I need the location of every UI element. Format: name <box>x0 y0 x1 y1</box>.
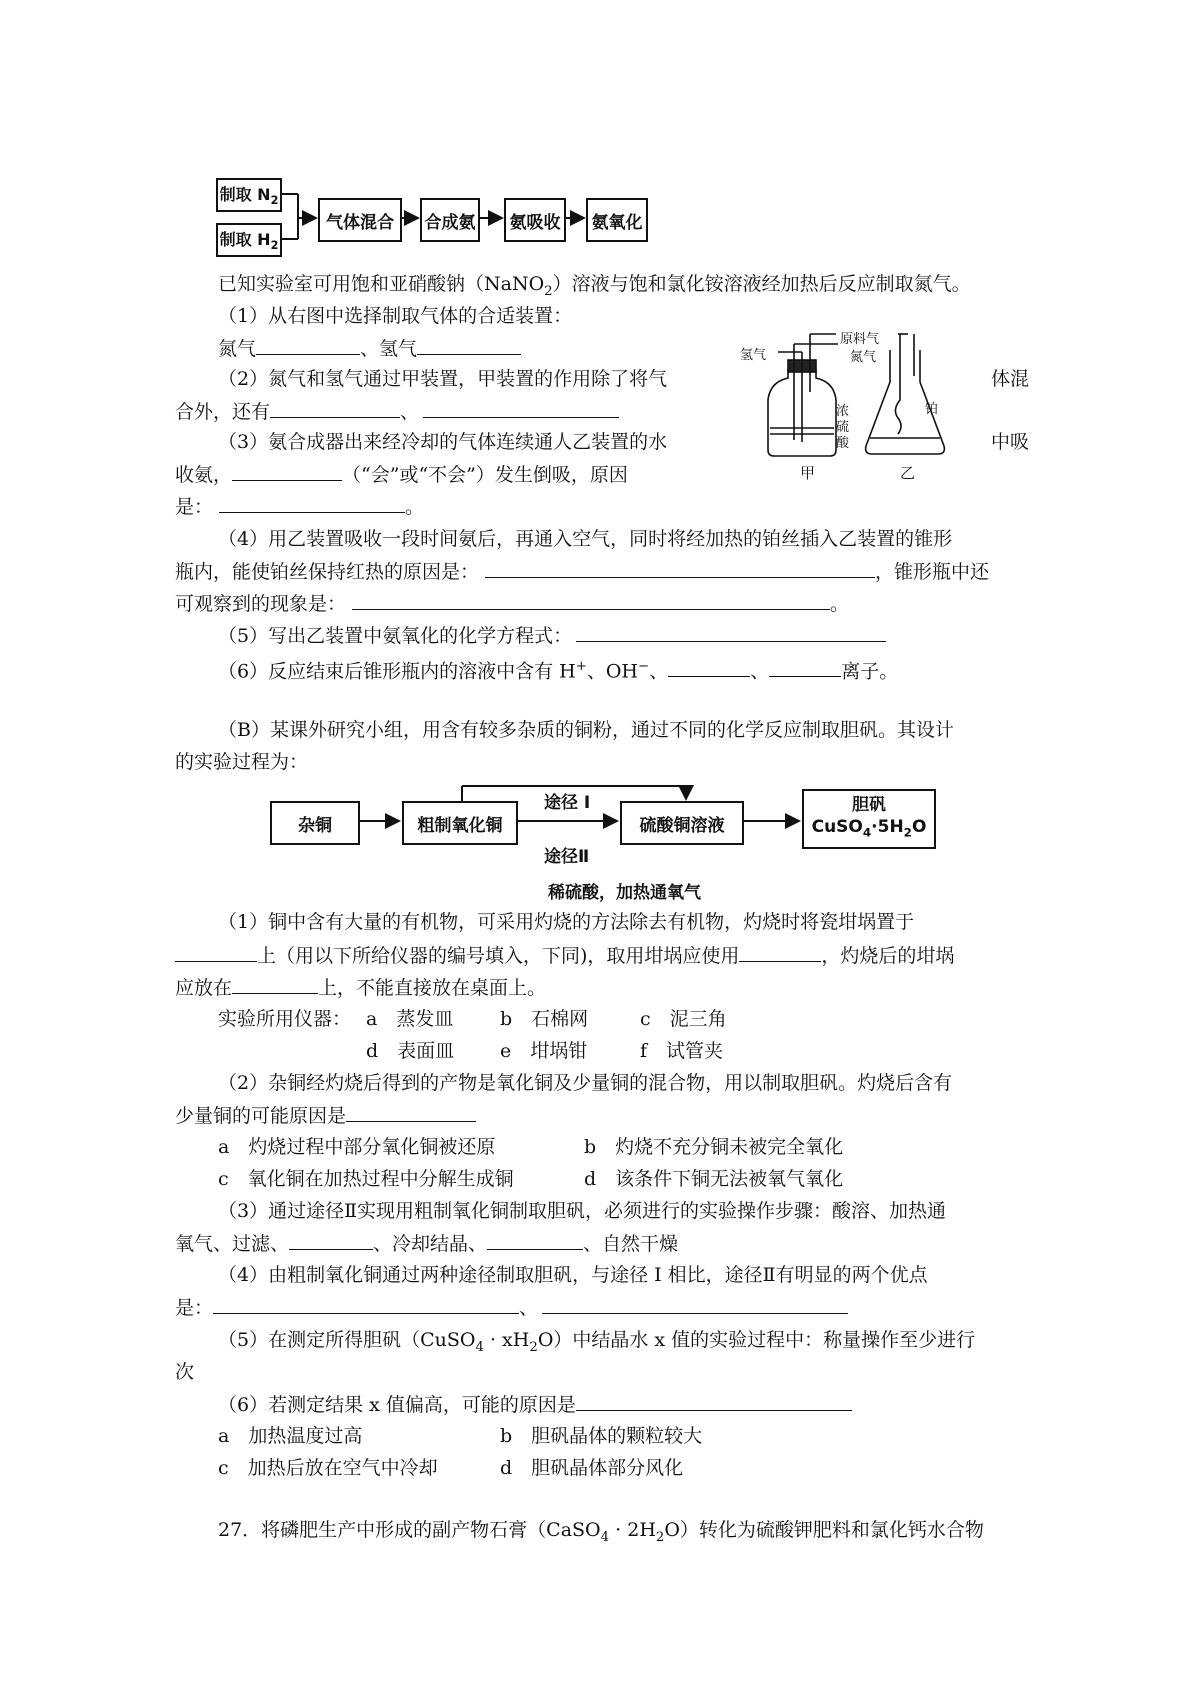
flow-box-ammonia-absorb: 氨吸收 <box>504 198 566 242</box>
route-1-label: 途径 I <box>544 793 591 813</box>
label-conc-acid-1: 浓 <box>836 404 850 419</box>
label-h2: 氢气 <box>740 348 767 363</box>
partB-q2-line1: （2）杂铜经灼烧后得到的产物是氧化铜及少量铜的混合物，用以制取胆矾。灼烧后含有 <box>218 1072 953 1094</box>
partB-q6: （6）若测定结果 x 值偏高，可能的原因是 <box>218 1392 852 1417</box>
answer-blank[interactable] <box>668 658 750 677</box>
partA-q1-answers: 氮气 、氢气 <box>218 336 521 361</box>
partB-q1-line3: 应放在 上，不能直接放在桌面上。 <box>175 977 547 999</box>
flow-box-crude-copper: 杂铜 <box>270 801 360 845</box>
partB-q1-line2: 上（用以下所给仪器的编号填入，下同)，取用坩埚应使用 ，灼烧后的坩埚 <box>175 943 954 968</box>
instrument-row-1: 实验所用仪器： <box>218 1008 352 1030</box>
partB-q3-line1: （3）通过途径Ⅱ实现用粗制氧化铜制取胆矾，必须进行的实验操作步骤：酸溶、加热通 <box>218 1200 947 1222</box>
partA-q4-line1: （4）用乙装置吸收一段时间氨后，再通入空气，同时将经加热的铂丝插入乙装置的锥形 <box>218 528 953 550</box>
partA-q2-right: 体混 <box>991 368 1030 390</box>
instrument-b: b 石棉网 <box>500 1008 589 1030</box>
route-2-label: 途径Ⅱ <box>544 847 590 867</box>
partB-q6-option-b: b 胆矾晶体的颗粒较大 <box>500 1425 703 1447</box>
partB-intro-2: 的实验过程为： <box>175 751 309 773</box>
flow-box-cuso4-solution: 硫酸铜溶液 <box>620 801 744 845</box>
answer-blank[interactable] <box>487 1231 583 1250</box>
answer-blank[interactable] <box>256 336 360 355</box>
partB-q3-line2: 氧气、过滤、 、冷却结晶、 、自然干燥 <box>175 1233 679 1255</box>
answer-blank[interactable] <box>213 1295 519 1314</box>
partA-q5: （5）写出乙装置中氨氧化的化学方程式： <box>218 623 886 648</box>
partB-q2-option-a: a 灼烧过程中部分氧化铜被还原 <box>218 1136 496 1158</box>
answer-blank[interactable] <box>485 559 875 578</box>
partB-intro-1: （B）某课外研究小组，用含有较多杂质的铜粉，通过不同的化学反应制取胆矾。其设计 <box>218 719 954 741</box>
flow-arrows-b <box>0 760 1000 880</box>
instrument-e: e 坩埚钳 <box>500 1040 588 1062</box>
label-n2: 氮气 <box>850 350 877 365</box>
flow-arrows <box>0 0 700 270</box>
instrument-d: d 表面皿 <box>366 1040 455 1062</box>
answer-blank[interactable] <box>417 336 521 355</box>
answer-blank[interactable] <box>232 975 318 994</box>
partA-intro: 已知实验室可用饱和亚硝酸钠（NaNO$_2$）溶液与饱和氯化铵溶液经加热后反应制取氮气。 <box>218 273 971 299</box>
answer-blank[interactable] <box>346 1103 476 1122</box>
partB-q6-option-d: d 胆矾晶体部分风化 <box>500 1457 684 1479</box>
flow-box-make-n2: 制取 $N_2$ <box>216 178 282 212</box>
answer-blank[interactable] <box>576 1392 852 1411</box>
answer-blank[interactable] <box>739 943 821 962</box>
route-caption: 稀硫酸，加热通氧气 <box>548 883 701 903</box>
answer-blank[interactable] <box>576 623 886 642</box>
answer-blank[interactable] <box>769 658 841 677</box>
answer-blank[interactable] <box>270 399 400 418</box>
flow-box-make-h2: 制取 $H_2$ <box>216 223 282 257</box>
answer-blank[interactable] <box>542 1295 848 1314</box>
flow-box-gas-mix: 气体混合 <box>318 198 402 242</box>
question-27: 27．将磷肥生产中形成的副产物石膏（CaSO$_4$ · $2H_2O$）转化为硫酸钾肥料和氯化钙水合物 <box>218 1519 984 1545</box>
answer-blank[interactable] <box>175 943 257 962</box>
instrument-c: c 泥三角 <box>640 1008 727 1030</box>
answer-blank[interactable] <box>423 399 619 418</box>
partB-q4-line1: （4）由粗制氧化铜通过两种途径制取胆矾，与途径 I 相比，途径Ⅱ有明显的两个优点 <box>218 1264 928 1286</box>
answer-blank[interactable] <box>289 1231 373 1250</box>
answer-blank[interactable] <box>352 591 830 610</box>
partA-q3-line2: 收氨， （“会”或“不会”）发生倒吸，原因 <box>175 464 628 486</box>
partB-q6-option-a: a 加热温度过高 <box>218 1425 363 1447</box>
instrument-f: f 试管夹 <box>640 1040 724 1062</box>
partB-q5-line1: （5）在测定所得胆矾（CuSO$_4$ · $xH_2O$）中结晶水 x 值的实验过程中：称量操作至少进行 <box>218 1329 976 1355</box>
flow-box-synthesize-ammonia: 合成氨 <box>420 198 480 242</box>
partB-q5-line2: 次 <box>175 1361 195 1383</box>
answer-blank[interactable] <box>219 494 405 513</box>
label-feed-gas: 原料气 <box>840 332 880 347</box>
partB-q4-line2: 是： 、 <box>175 1295 848 1320</box>
label-platinum: 铂 <box>925 402 939 417</box>
partB-q2-option-b: b 灼烧不充分铜未被完全氧化 <box>584 1136 844 1158</box>
partA-q2-line1: （2）氮气和氢气通过甲装置，甲装置的作用除了将气 <box>218 368 668 390</box>
flow-box-ammonia-oxidize: 氨氧化 <box>586 198 648 242</box>
partB-q1-line1: （1）铜中含有大量的有机物，可采用灼烧的方法除去有机物，灼烧时将瓷坩埚置于 <box>218 911 915 933</box>
label-conc-acid-3: 酸 <box>836 436 850 451</box>
label-apparatus-yi: 乙 <box>900 464 916 482</box>
partA-q3-right: 中吸 <box>991 431 1030 453</box>
flow-box-blue-vitriol: 胆矾 $CuSO_4\cdot 5H_2O$ <box>802 789 936 849</box>
instrument-a: a 蒸发皿 <box>366 1008 454 1030</box>
partA-q6: （6）反应结束后锥形瓶内的溶液中含有 H+、OH−、 、 离子。 <box>218 659 899 683</box>
partA-q4-line2: 瓶内，能使铂丝保持红热的原因是： ，锥形瓶中还 <box>175 561 990 583</box>
partB-q2-option-d: d 该条件下铜无法被氧气氧化 <box>584 1168 844 1190</box>
partA-q3-line3: 是： 。 <box>175 496 425 518</box>
label-conc-acid-2: 硫 <box>836 420 850 435</box>
partB-q6-option-c: c 加热后放在空气中冷却 <box>218 1457 438 1479</box>
partA-q1: （1）从右图中选择制取气体的合适装置： <box>218 305 573 327</box>
partA-q3-line1: （3）氨合成器出来经冷却的气体连续通人乙装置的水 <box>218 431 668 453</box>
partA-q2-line2: 合外，还有 、 <box>175 399 619 424</box>
label-apparatus-jia: 甲 <box>800 464 816 482</box>
flow-box-crude-cuo: 粗制氧化铜 <box>402 801 518 845</box>
partB-q2-option-c: c 氧化铜在加热过程中分解生成铜 <box>218 1168 514 1190</box>
answer-blank[interactable] <box>232 462 342 481</box>
partA-q4-line3: 可观察到的现象是： 。 <box>175 593 850 615</box>
partB-q2-line2: 少量铜的可能原因是 <box>175 1103 476 1128</box>
